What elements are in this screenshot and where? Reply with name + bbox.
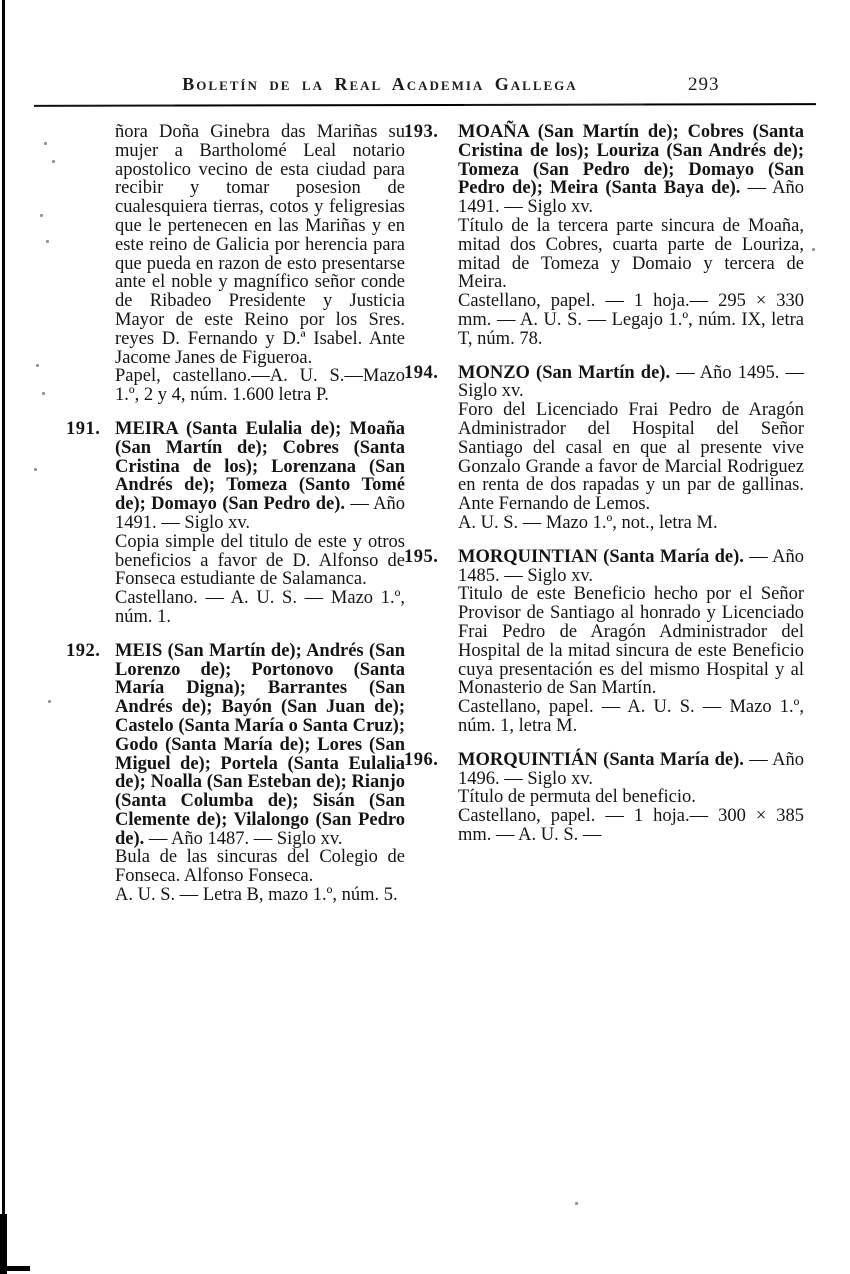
entry-heading-line [458,364,804,402]
page-number: 293 [688,74,720,95]
entry-continuation [66,123,405,405]
entry-paragraph: Título de permuta del beneficio. [458,787,696,808]
entry-number: 191. [66,418,101,439]
entry-heading: MORQUINTIAN (Santa María de). [458,546,744,567]
entry-number: 192. [66,640,101,661]
entry-paragraph: Bula de las sincuras del Colegio de Fonseca. Alfonso Fonseca. [115,847,405,887]
header-rule [34,103,816,107]
entry-date: — Año 1487. — Siglo xv. [148,828,343,849]
entry-paragraph: Foro del Licenciado Frai Pedro de Aragón Administrador del Hospital del Señor Santiago del casal en que al presente vive Gonzalo Grande a favor de Marcial Rodriguez en renta de dos rapadas y un par de gallinas. Ante Fernando de Lemos. [458,400,804,515]
scan-noise-speck [36,364,39,367]
running-header-title: Boletín de la Real Academia Gallega [182,74,578,94]
entry-reference: Castellano, papel. — 1 hoja.— 295 × 330 mm. — A. U. S. — Legajo 1.º, núm. IX, letra T, núm. 78. [458,291,804,349]
entry-heading: MORQUINTIÁN (Santa María de). [458,749,744,770]
entry-paragraph: Copia simple del titulo de este y otros beneficios a favor de D. Alfonso de Fonseca estudiante de Salamanca. [115,531,405,590]
entry-date: — Año 1496. — Siglo xv. [458,749,804,789]
scan-noise-speck [40,214,43,217]
entry-reference: Castellano. — A. U. S. — Mazo 1.º, núm. 1. [115,588,405,627]
continuation-text: ñora Doña Ginebra das Mariñas su mujer a Bartholomé Leal notario apostolico vecino de esta ciudad para recibir y tomar posesion de cualesquiera tierras, cotos y feligresias que le pertenecen en las Mariñas y en este reino de Galicia por herencia para que pueda en razon de esto presentarse ante el noble y magnífico señor conde de Ribadeo Presidente y Justicia Mayor de este Reino por los Sres. reyes D. Fernando y D.ª Isabel. Ante Jacome Janes de Figueroa. [115,122,405,368]
entry-heading-line [458,548,804,586]
entry-date: — Año 1491. — Siglo xv. [115,494,406,533]
left-column [66,123,405,920]
continuation-reference: Papel, castellano.—A. U. S.—Mazo 1.º, 2 y 4, núm. 1.600 letra P. [115,366,405,406]
entry-paragraph: Titulo de este Beneficio hecho por el Señor Provisor de Santiago al honrado y Licenciado Frai Pedro de Aragón Administrador del Hospital de la mitad sincura de este Beneficio cuya presentación es del mismo Hospital y al Monasterio de San Martín. [458,584,804,699]
catalog-entry-194 [404,364,804,533]
scan-noise-speck [52,160,55,163]
scan-edge-artifact [4,1266,30,1271]
scan-noise-speck [812,248,815,251]
entry-paragraph: Título de la tercera parte sincura de Moaña, mitad dos Cobres, cuarta parte de Louriza, mitad de Tomeza y Domaio y tercera de Meira. [458,215,804,293]
scan-edge-artifact [0,1214,7,1274]
entry-reference: A. U. S. — Letra B, mazo 1.º, núm. 5. [115,885,398,906]
scan-edge-artifact [2,0,5,1274]
entry-reference: A. U. S. — Mazo 1.º, not., letra M. [458,512,718,533]
catalog-entry-195 [404,548,804,736]
catalog-entry-193 [404,123,804,349]
entry-heading-line [115,420,405,533]
entry-reference: Castellano, papel. — A. U. S. — Mazo 1.º, núm. 1, letra M. [458,697,804,736]
entry-heading-line [115,642,405,849]
scan-noise-speck [575,1202,578,1205]
entry-heading: MEIRA (Santa Eulalia de); Moaña (San Martín de); Cobres (Santa Cristina de los); Lorenzana (San Andrés de); Tomeza (Santo Tomé de); Domayo (San Pedro de). [115,418,405,515]
scan-noise-speck [34,468,37,471]
entry-heading-line [458,751,804,789]
scan-noise-speck [42,392,45,395]
right-column [404,123,804,860]
entry-heading: MOAÑA (San Martín de); Cobres (Santa Cristina de los); Louriza (San Andrés de); Tomeza (San Pedro de); Domayo (San Pedro de); Meira (Santa Baya de). [458,122,804,199]
entry-number: 194. [404,362,439,383]
entry-number: 196. [404,749,439,770]
entry-number: 195. [404,546,439,567]
catalog-entry-196 [404,751,804,845]
catalog-entry-191 [66,420,405,627]
entry-number-gutter [66,123,115,405]
entry-heading: MONZO (San Martín de). [458,362,671,383]
entry-number: 193. [404,122,439,142]
entry-reference: Castellano, papel. — 1 hoja.— 300 × 385 mm. — A. U. S. — [458,806,804,845]
catalog-entry-192 [66,642,405,905]
scan-noise-speck [44,142,47,145]
entry-heading: MEIS (San Martín de); Andrés (San Lorenzo de); Portonovo (Santa María Digna); Barrantes (San Andrés de); Bayón (San Juan de); Castelo (Santa María o Santa Cruz); Godo (Santa María de); Lores (San Miguel de); Portela (Santa Eulalia de); Noalla (San Esteban de); Rianjo (Santa Columba de); Sisán (San Clemente de); Vilalongo (San Pedro de). [115,640,405,849]
entry-date: — Año 1491. — Siglo xv. [458,178,805,218]
entry-heading-line [458,123,804,217]
scan-noise-speck [46,240,49,243]
scan-noise-speck [48,700,51,703]
entry-date: — Año 1485. — Siglo xv. [458,546,804,586]
entry-date: — Año 1495. — Siglo xv. [458,362,805,402]
